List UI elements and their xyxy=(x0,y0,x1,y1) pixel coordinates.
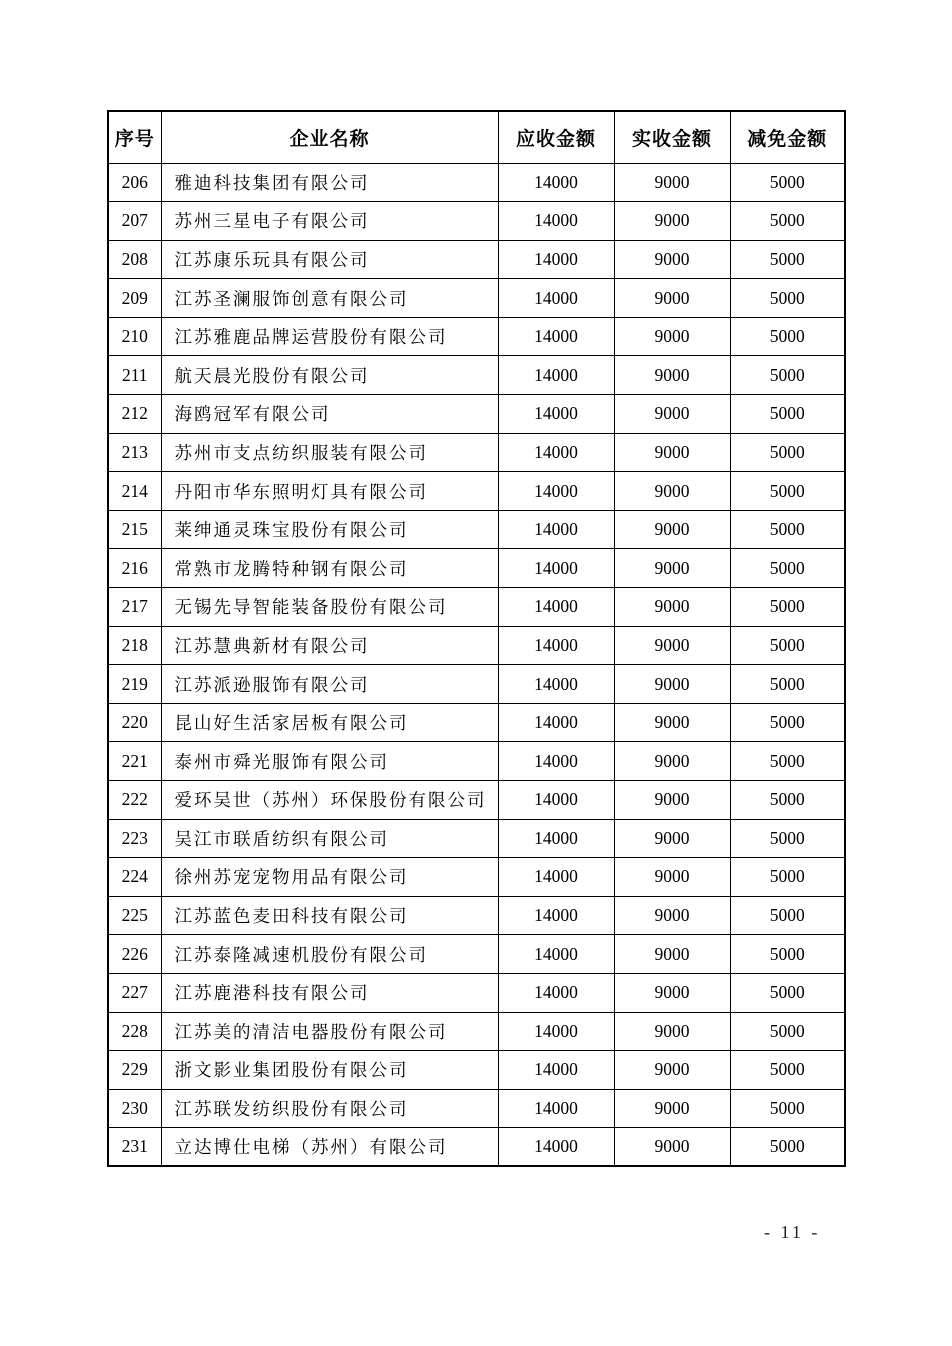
cell-company-name: 江苏康乐玩具有限公司 xyxy=(161,240,498,279)
cell-receivable-amount: 14000 xyxy=(498,588,614,627)
cell-received-amount: 9000 xyxy=(614,973,730,1012)
table-row xyxy=(108,1051,845,1090)
cell-company-name: 徐州苏宠宠物用品有限公司 xyxy=(161,858,498,897)
cell-serial-number: 230 xyxy=(108,1089,161,1128)
cell-serial-number: 211 xyxy=(108,356,161,395)
fee-table xyxy=(107,110,846,1167)
cell-serial-number: 221 xyxy=(108,742,161,781)
cell-reduction-amount: 5000 xyxy=(730,588,845,627)
table-row xyxy=(108,703,845,742)
cell-company-name: 常熟市龙腾特种钢有限公司 xyxy=(161,549,498,588)
cell-company-name: 爱环吴世（苏州）环保股份有限公司 xyxy=(161,781,498,820)
table-row xyxy=(108,973,845,1012)
cell-reduction-amount: 5000 xyxy=(730,703,845,742)
table-row xyxy=(108,163,845,202)
cell-reduction-amount: 5000 xyxy=(730,1012,845,1051)
cell-serial-number: 213 xyxy=(108,433,161,472)
cell-received-amount: 9000 xyxy=(614,240,730,279)
cell-received-amount: 9000 xyxy=(614,317,730,356)
cell-company-name: 江苏慧典新材有限公司 xyxy=(161,626,498,665)
cell-receivable-amount: 14000 xyxy=(498,858,614,897)
cell-reduction-amount: 5000 xyxy=(730,549,845,588)
table-header-row xyxy=(108,111,845,163)
table-row xyxy=(108,395,845,434)
cell-receivable-amount: 14000 xyxy=(498,1012,614,1051)
cell-company-name: 江苏鹿港科技有限公司 xyxy=(161,973,498,1012)
cell-received-amount: 9000 xyxy=(614,742,730,781)
table-row xyxy=(108,665,845,704)
cell-receivable-amount: 14000 xyxy=(498,240,614,279)
cell-receivable-amount: 14000 xyxy=(498,1128,614,1167)
table-row xyxy=(108,626,845,665)
table-row xyxy=(108,433,845,472)
cell-received-amount: 9000 xyxy=(614,1089,730,1128)
cell-serial-number: 208 xyxy=(108,240,161,279)
cell-receivable-amount: 14000 xyxy=(498,935,614,974)
cell-received-amount: 9000 xyxy=(614,356,730,395)
cell-receivable-amount: 14000 xyxy=(498,896,614,935)
header-serial-number: 序号 xyxy=(108,111,161,163)
table-row xyxy=(108,317,845,356)
cell-company-name: 吴江市联盾纺织有限公司 xyxy=(161,819,498,858)
cell-company-name: 莱绅通灵珠宝股份有限公司 xyxy=(161,510,498,549)
cell-serial-number: 206 xyxy=(108,163,161,202)
cell-reduction-amount: 5000 xyxy=(730,781,845,820)
cell-serial-number: 212 xyxy=(108,395,161,434)
cell-received-amount: 9000 xyxy=(614,433,730,472)
cell-received-amount: 9000 xyxy=(614,163,730,202)
cell-receivable-amount: 14000 xyxy=(498,703,614,742)
cell-company-name: 江苏派逊服饰有限公司 xyxy=(161,665,498,704)
table-row xyxy=(108,858,845,897)
table-row xyxy=(108,549,845,588)
cell-reduction-amount: 5000 xyxy=(730,433,845,472)
cell-reduction-amount: 5000 xyxy=(730,279,845,318)
table-body xyxy=(108,163,845,1166)
cell-serial-number: 214 xyxy=(108,472,161,511)
cell-serial-number: 207 xyxy=(108,202,161,241)
table-row xyxy=(108,240,845,279)
cell-reduction-amount: 5000 xyxy=(730,665,845,704)
table-row xyxy=(108,896,845,935)
cell-receivable-amount: 14000 xyxy=(498,819,614,858)
cell-received-amount: 9000 xyxy=(614,858,730,897)
cell-serial-number: 226 xyxy=(108,935,161,974)
cell-received-amount: 9000 xyxy=(614,703,730,742)
table-row xyxy=(108,356,845,395)
cell-serial-number: 223 xyxy=(108,819,161,858)
cell-company-name: 江苏蓝色麦田科技有限公司 xyxy=(161,896,498,935)
cell-receivable-amount: 14000 xyxy=(498,395,614,434)
cell-reduction-amount: 5000 xyxy=(730,819,845,858)
cell-received-amount: 9000 xyxy=(614,510,730,549)
cell-serial-number: 218 xyxy=(108,626,161,665)
cell-received-amount: 9000 xyxy=(614,279,730,318)
cell-reduction-amount: 5000 xyxy=(730,858,845,897)
cell-receivable-amount: 14000 xyxy=(498,510,614,549)
cell-serial-number: 219 xyxy=(108,665,161,704)
cell-reduction-amount: 5000 xyxy=(730,935,845,974)
table-row xyxy=(108,935,845,974)
cell-reduction-amount: 5000 xyxy=(730,973,845,1012)
cell-company-name: 海鸥冠军有限公司 xyxy=(161,395,498,434)
cell-receivable-amount: 14000 xyxy=(498,973,614,1012)
cell-received-amount: 9000 xyxy=(614,626,730,665)
table-row xyxy=(108,1089,845,1128)
cell-serial-number: 209 xyxy=(108,279,161,318)
cell-reduction-amount: 5000 xyxy=(730,356,845,395)
cell-receivable-amount: 14000 xyxy=(498,279,614,318)
cell-company-name: 江苏雅鹿品牌运营股份有限公司 xyxy=(161,317,498,356)
cell-receivable-amount: 14000 xyxy=(498,317,614,356)
cell-received-amount: 9000 xyxy=(614,935,730,974)
cell-serial-number: 224 xyxy=(108,858,161,897)
cell-reduction-amount: 5000 xyxy=(730,1089,845,1128)
cell-reduction-amount: 5000 xyxy=(730,395,845,434)
table-row xyxy=(108,588,845,627)
cell-receivable-amount: 14000 xyxy=(498,356,614,395)
cell-received-amount: 9000 xyxy=(614,202,730,241)
cell-receivable-amount: 14000 xyxy=(498,781,614,820)
cell-serial-number: 229 xyxy=(108,1051,161,1090)
cell-company-name: 雅迪科技集团有限公司 xyxy=(161,163,498,202)
cell-serial-number: 222 xyxy=(108,781,161,820)
cell-serial-number: 215 xyxy=(108,510,161,549)
cell-reduction-amount: 5000 xyxy=(730,202,845,241)
cell-receivable-amount: 14000 xyxy=(498,549,614,588)
cell-receivable-amount: 14000 xyxy=(498,665,614,704)
table-row xyxy=(108,510,845,549)
header-reduction-amount: 减免金额 xyxy=(730,111,845,163)
cell-reduction-amount: 5000 xyxy=(730,317,845,356)
cell-reduction-amount: 5000 xyxy=(730,626,845,665)
cell-receivable-amount: 14000 xyxy=(498,472,614,511)
table-row xyxy=(108,1128,845,1167)
table-row xyxy=(108,279,845,318)
cell-serial-number: 217 xyxy=(108,588,161,627)
cell-receivable-amount: 14000 xyxy=(498,1051,614,1090)
cell-receivable-amount: 14000 xyxy=(498,1089,614,1128)
cell-company-name: 泰州市舜光服饰有限公司 xyxy=(161,742,498,781)
header-received-amount: 实收金额 xyxy=(614,111,730,163)
cell-received-amount: 9000 xyxy=(614,549,730,588)
table-row xyxy=(108,819,845,858)
cell-company-name: 无锡先导智能装备股份有限公司 xyxy=(161,588,498,627)
cell-company-name: 浙文影业集团股份有限公司 xyxy=(161,1051,498,1090)
cell-serial-number: 220 xyxy=(108,703,161,742)
table-row xyxy=(108,1012,845,1051)
cell-company-name: 江苏泰隆减速机股份有限公司 xyxy=(161,935,498,974)
cell-serial-number: 216 xyxy=(108,549,161,588)
cell-received-amount: 9000 xyxy=(614,1012,730,1051)
cell-receivable-amount: 14000 xyxy=(498,163,614,202)
cell-serial-number: 231 xyxy=(108,1128,161,1167)
cell-received-amount: 9000 xyxy=(614,472,730,511)
cell-reduction-amount: 5000 xyxy=(730,742,845,781)
cell-serial-number: 228 xyxy=(108,1012,161,1051)
cell-serial-number: 227 xyxy=(108,973,161,1012)
cell-receivable-amount: 14000 xyxy=(498,202,614,241)
cell-company-name: 航天晨光股份有限公司 xyxy=(161,356,498,395)
page-number: - 11 - xyxy=(764,1222,821,1242)
cell-received-amount: 9000 xyxy=(614,896,730,935)
cell-reduction-amount: 5000 xyxy=(730,896,845,935)
cell-reduction-amount: 5000 xyxy=(730,1051,845,1090)
cell-company-name: 苏州市支点纺织服装有限公司 xyxy=(161,433,498,472)
cell-received-amount: 9000 xyxy=(614,395,730,434)
cell-company-name: 立达博仕电梯（苏州）有限公司 xyxy=(161,1128,498,1167)
cell-received-amount: 9000 xyxy=(614,665,730,704)
table-row xyxy=(108,742,845,781)
cell-reduction-amount: 5000 xyxy=(730,510,845,549)
cell-received-amount: 9000 xyxy=(614,588,730,627)
cell-company-name: 苏州三星电子有限公司 xyxy=(161,202,498,241)
cell-company-name: 昆山好生活家居板有限公司 xyxy=(161,703,498,742)
cell-receivable-amount: 14000 xyxy=(498,742,614,781)
cell-company-name: 江苏圣澜服饰创意有限公司 xyxy=(161,279,498,318)
cell-company-name: 丹阳市华东照明灯具有限公司 xyxy=(161,472,498,511)
cell-reduction-amount: 5000 xyxy=(730,1128,845,1167)
table-row xyxy=(108,472,845,511)
table-row xyxy=(108,781,845,820)
cell-received-amount: 9000 xyxy=(614,819,730,858)
cell-reduction-amount: 5000 xyxy=(730,472,845,511)
cell-received-amount: 9000 xyxy=(614,1051,730,1090)
cell-reduction-amount: 5000 xyxy=(730,240,845,279)
cell-serial-number: 225 xyxy=(108,896,161,935)
table-row xyxy=(108,202,845,241)
cell-serial-number: 210 xyxy=(108,317,161,356)
cell-receivable-amount: 14000 xyxy=(498,626,614,665)
header-company-name: 企业名称 xyxy=(161,111,498,163)
cell-receivable-amount: 14000 xyxy=(498,433,614,472)
cell-company-name: 江苏美的清洁电器股份有限公司 xyxy=(161,1012,498,1051)
cell-company-name: 江苏联发纺织股份有限公司 xyxy=(161,1089,498,1128)
cell-reduction-amount: 5000 xyxy=(730,163,845,202)
cell-received-amount: 9000 xyxy=(614,1128,730,1167)
header-receivable-amount: 应收金额 xyxy=(498,111,614,163)
cell-received-amount: 9000 xyxy=(614,781,730,820)
